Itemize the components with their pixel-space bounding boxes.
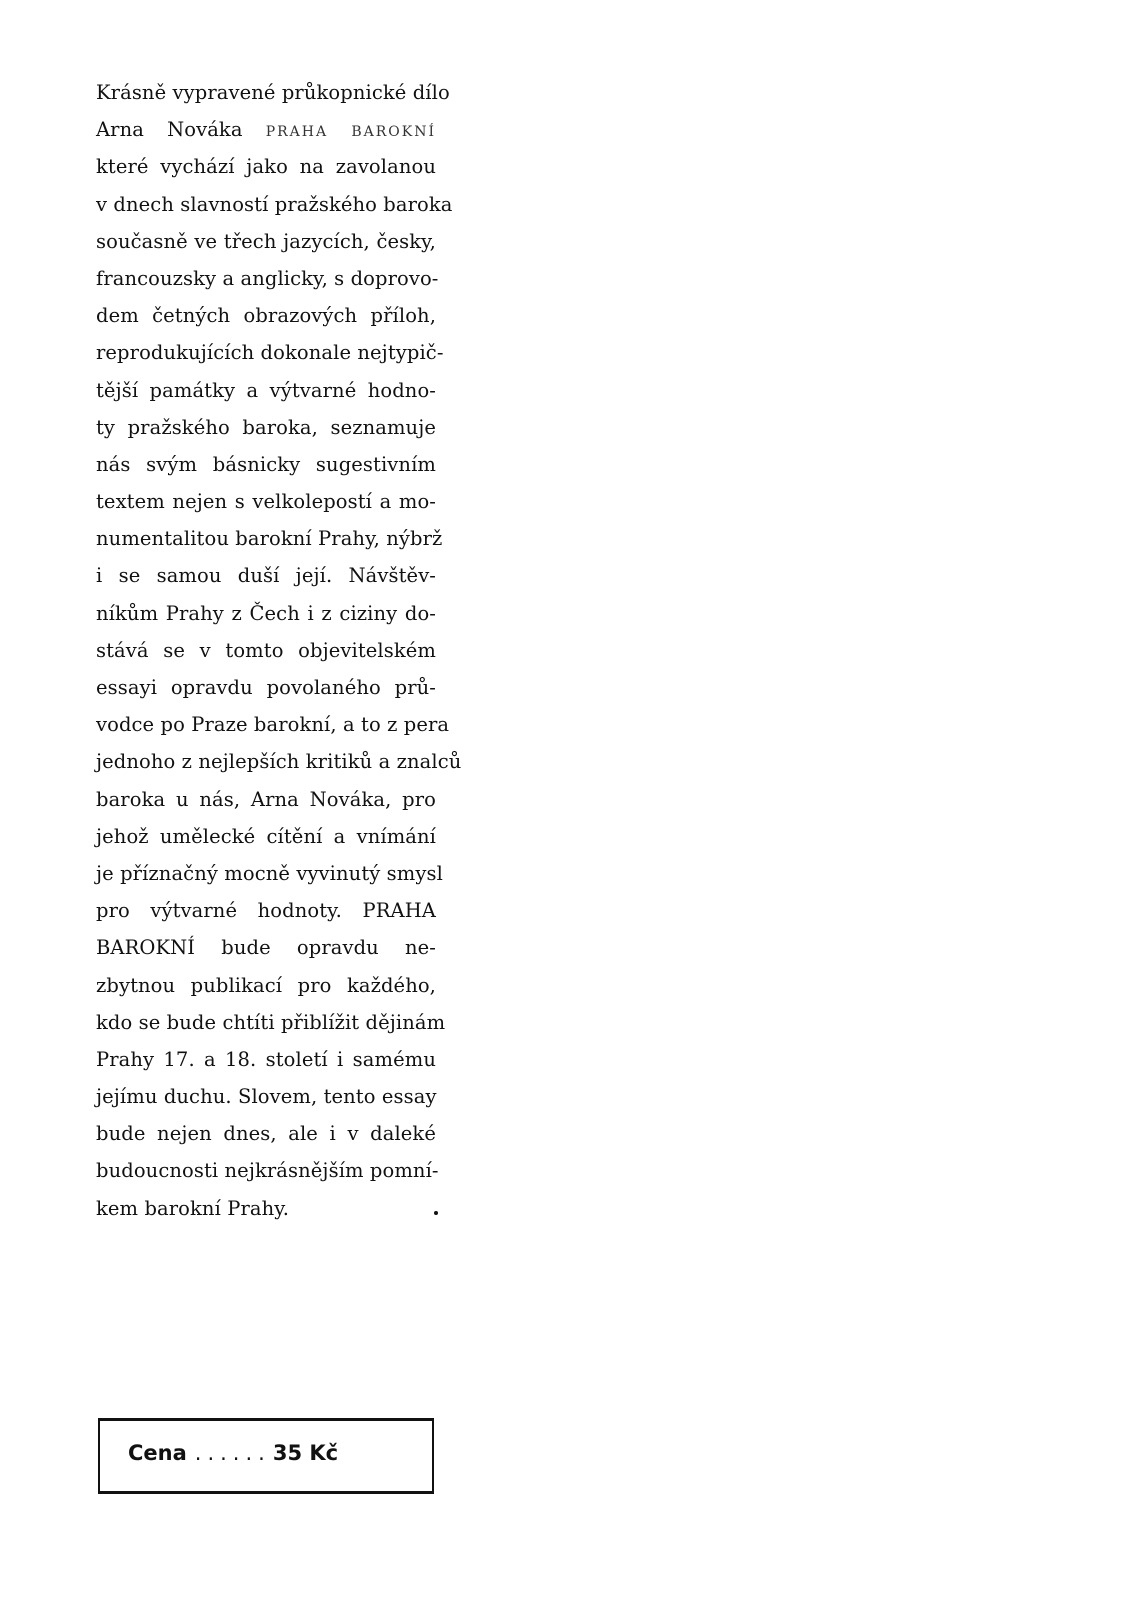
text-line: kem barokní Prahy. <box>96 1196 290 1220</box>
text-line: je příznačný mocně vyvinutý smysl <box>96 861 443 885</box>
text-line: které vychází jako na zavolanou <box>96 155 436 179</box>
price-leader-dots: ...... <box>194 1441 271 1465</box>
price-label: Cena <box>128 1441 187 1465</box>
price-value: 35 Kč <box>272 1441 339 1465</box>
text-line: budoucnosti nejkrásnějším pomní- <box>96 1159 439 1183</box>
text-line: dem četných obrazových příloh, <box>96 304 436 328</box>
text-line: textem nejen s velkolepostí a mo- <box>96 490 436 514</box>
text-line: zbytnou publikací pro každého, <box>96 973 436 997</box>
text-line: níkům Prahy z Čech i z ciziny do- <box>96 601 436 625</box>
text-line: Prahy 17. a 18. století i samému <box>96 1047 436 1071</box>
text-line: v dnech slavností pražského baroka <box>96 192 453 216</box>
advertisement-text <box>96 74 462 1227</box>
text-line: numentalitou barokní Prahy, nýbrž <box>96 527 443 551</box>
text-line: vodce po Praze barokní, a to z pera <box>96 713 450 737</box>
text-line: Krásně vypravené průkopnické dílo <box>96 81 450 104</box>
text-line: jehož umělecké cítění a vnímání <box>96 824 436 848</box>
text-line: kdo se bude chtíti přiblížit dějinám <box>96 1010 446 1034</box>
text-line: BAROKNÍ bude opravdu ne- <box>96 936 436 960</box>
text-line: francouzsky a anglicky, s doprovo- <box>96 266 439 290</box>
text-line: jejímu duchu. Slovem, tento essay <box>96 1085 437 1109</box>
text-line: baroka u nás, Arna Nováka, pro <box>96 787 436 811</box>
price-box <box>98 1418 434 1494</box>
text-line: essayi opravdu povolaného prů- <box>96 676 436 699</box>
text-line: i se samou duší její. Návštěv- <box>96 564 436 588</box>
price-row <box>128 1441 338 1465</box>
text-line: nás svým básnicky sugestivním <box>96 452 436 476</box>
text-line: současně ve třech jazycích, česky, <box>96 229 436 253</box>
ink-dot <box>434 1211 438 1215</box>
book-title-inline: PRAHA BAROKNÍ <box>265 124 436 141</box>
text-line <box>96 111 436 148</box>
text-line: pro výtvarné hodnoty. PRAHA <box>96 899 436 923</box>
text-line: tější památky a výtvarné hodno- <box>96 378 436 402</box>
text-line: reprodukujících dokonale nejtypič- <box>96 341 444 365</box>
text-line: bude nejen dnes, ale i v daleké <box>96 1122 436 1146</box>
text-line: stává se v tomto objevitelském <box>96 638 436 662</box>
text-line: jednoho z nejlepších kritiků a znalců <box>96 750 462 774</box>
text-line-part: Arna Nováka <box>96 118 243 142</box>
text-line: ty pražského baroka, seznamuje <box>96 415 436 439</box>
